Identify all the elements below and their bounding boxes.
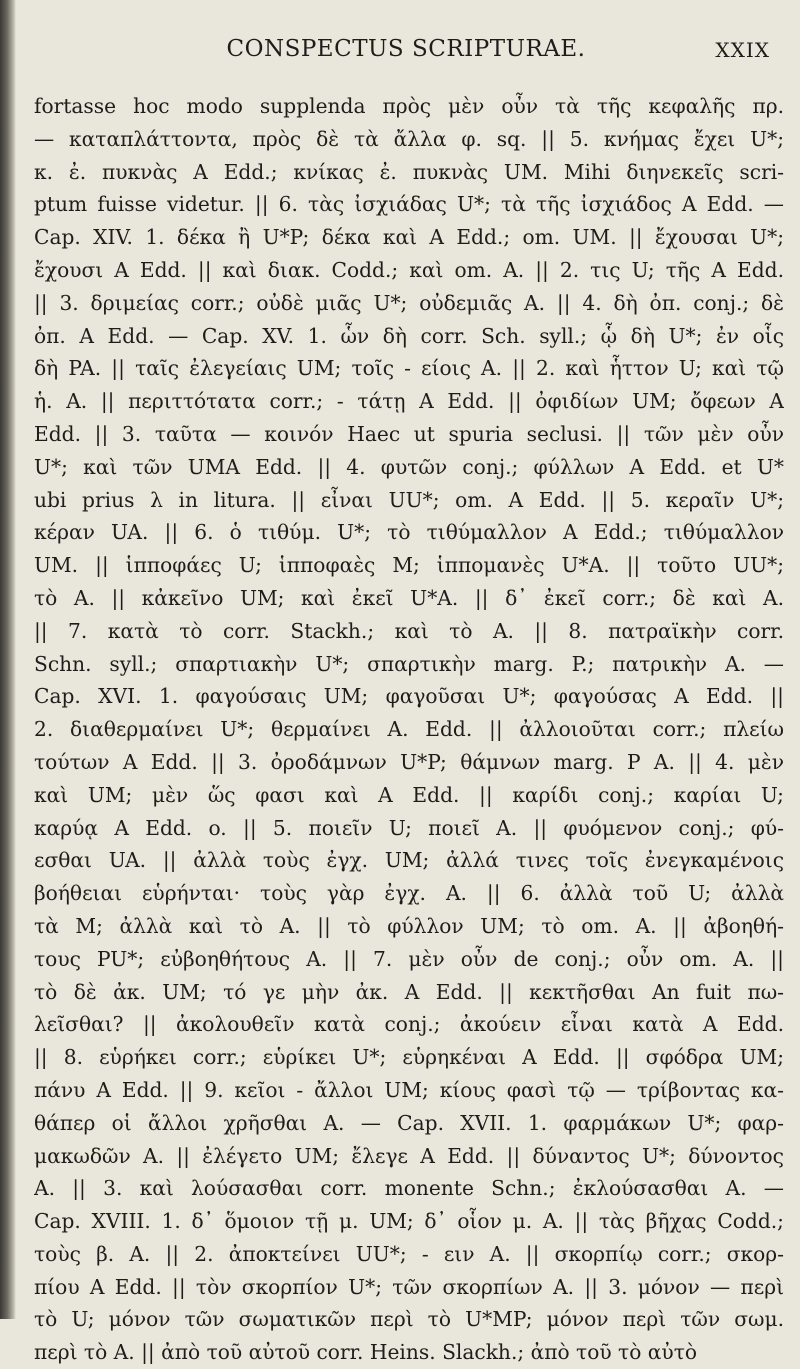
page-number: XXIX	[715, 38, 770, 62]
text-line: ptum fuisse videtur. || 6. τὰς ἰσχιάδας U*; τὰ τῆς ἰσχιάδος A Edd. —	[34, 192, 784, 217]
text-line: τὰ M; ἀλλὰ καὶ τὸ A. || τὸ φύλλον UM; τὸ om. A. || ἀβοηθή-	[34, 913, 784, 938]
running-head	[36, 36, 776, 70]
text-line: περὶ τὸ A. || ἀπὸ τοῦ αὐτοῦ corr. Heins. Slackh.; ἀπὸ τοῦ τὸ αὐτὸ	[34, 1340, 698, 1365]
apparatus-criticus	[34, 90, 784, 1369]
text-line: || 8. εὑρήκει corr.; εὑρίκει U*; εὑρηκέναι A Edd. || σφόδρα UM;	[34, 1045, 784, 1070]
text-line: ἡ. A. || περιττότατα corr.; - τάτῃ A Edd. || ὀφιδίων UM; ὄφεων A	[34, 389, 784, 414]
text-line: τὸ A. || κἀκεῖνο UM; καὶ ἐκεῖ U*A. || δ᾽ ἐκεῖ corr.; δὲ καὶ A.	[34, 585, 784, 610]
text-line: θάπερ οἱ ἄλλοι χρῆσθαι A. — Cap. XVII. 1. φαρμάκων U*; φαρ-	[34, 1110, 784, 1135]
text-line: Cap. XVI. 1. φαγούσαις UM; φαγοῦσαι U*; φαγούσας A Edd. ||	[34, 684, 784, 709]
text-line: U*; καὶ τῶν UMA Edd. || 4. φυτῶν conj.; φύλλων A Edd. et U*	[34, 454, 784, 479]
text-line: τοὺς β. A. || 2. ἀποκτείνει UU*; - ειν A. || σκορπίῳ corr.; σκορ-	[34, 1241, 784, 1266]
text-line: καρύᾳ A Edd. o. || 5. ποιεῖν U; ποιεῖ A. || φυόμενον conj.; φύ-	[34, 815, 784, 840]
text-line: δὴ PA. || ταῖς ἐλεγείαις UM; τοῖς - είοις A. || 2. καὶ ἧττον U; καὶ τῷ	[34, 356, 784, 381]
text-line: ἔχουσι A Edd. || καὶ διακ. Codd.; καὶ om. A. || 2. τις U; τῆς A Edd.	[34, 257, 784, 282]
text-line: λεῖσθαι? || ἀκολουθεῖν κατὰ conj.; ἀκούειν εἶναι κατὰ A Edd.	[34, 1012, 784, 1037]
text-line: τους PU*; εὐβοηθήτους A. || 7. μὲν οὖν de conj.; οὖν om. A. ||	[34, 946, 784, 971]
text-line: Cap. XIV. 1. δέκα ἢ U*P; δέκα καὶ A Edd.; om. UM. || ἔχουσαι U*;	[34, 225, 784, 250]
text-line: A. || 3. καὶ λούσασθαι corr. monente Schn.; ἐκλούσασθαι A. —	[34, 1176, 784, 1201]
text-line: βοήθειαι εὑρήνται· τοὺς γὰρ ἐγχ. A. || 6. ἀλλὰ τοῦ U; ἀλλὰ	[34, 881, 784, 906]
text-line: τούτων A Edd. || 3. ὀροδάμνων U*P; θάμνων marg. P A. || 4. μὲν	[34, 749, 784, 774]
text-line: τὸ U; μόνον τῶν σωματικῶν περὶ τὸ U*MP; μόνον περὶ τῶν σωμ.	[34, 1307, 784, 1332]
book-spine-shadow	[0, 0, 16, 1319]
text-line: πάνυ A Edd. || 9. κεῖοι - ἄλλοι UM; κίους φασὶ τῷ — τρίβοντας κα-	[34, 1077, 784, 1102]
text-line: UM. || ἱπποφάες U; ἱπποφαὲς M; ἱππομανὲς U*A. || τοῦτο UU*;	[34, 553, 784, 578]
text-line: τὸ δὲ ἀκ. UM; τό γε μὴν ἀκ. A Edd. || κεκτῆσθαι An fuit πω-	[34, 979, 784, 1004]
text-line: πίου A Edd. || τὸν σκορπίον U*; τῶν σκορπίων A. || 3. μόνον — περὶ	[34, 1274, 784, 1299]
text-line: || 3. δριμείας corr.; οὐδὲ μιᾶς U*; οὐδεμιᾶς A. || 4. δὴ ὀπ. conj.; δὲ	[34, 290, 784, 315]
text-line: 2. διαθερμαίνει U*; θερμαίνει A. Edd. || ἀλλοιοῦται corr.; πλείω	[34, 717, 784, 742]
running-title: CONSPECTUS SCRIPTURAE.	[226, 36, 586, 62]
text-line: Cap. XVIII. 1. δ᾽ ὅμοιον τῇ μ. UM; δ᾽ οἷον μ. A. || τὰς βῆχας Codd.;	[34, 1209, 784, 1234]
text-line: Schn. syll.; σπαρτιακὴν U*; σπαρτικὴν marg. P.; πατρικὴν A. —	[34, 651, 784, 676]
text-line: μακωδῶν A. || ἐλέγετο UM; ἔλεγε A Edd. || δύναντος U*; δύνοντος	[34, 1143, 784, 1168]
text-line: Edd. || 3. ταῦτα — κοινόν Haec ut spuria seclusi. || τῶν μὲν οὖν	[34, 421, 784, 446]
text-line: || 7. κατὰ τὸ corr. Stackh.; καὶ τὸ A. || 8. πατραϊκὴν corr.	[34, 618, 784, 643]
text-line: καὶ UM; μὲν ὥς φασι καὶ A Edd. || καρίδι conj.; καρίαι U;	[34, 782, 784, 807]
text-line: — καταπλάττοντα, πρὸς δὲ τὰ ἄλλα φ. sq. || 5. κνήμας ἔχει U*;	[34, 126, 784, 151]
text-line: fortasse hoc modo supplenda πρὸς μὲν οὖν τὰ τῆς κεφαλῆς πρ.	[34, 94, 784, 118]
text-line: ὀπ. A Edd. — Cap. XV. 1. ὧν δὴ corr. Sch. syll.; ᾧ δὴ U*; ἐν οἷς	[34, 323, 784, 348]
text-line: κ. ἐ. πυκνὰς A Edd.; κνίκας ἐ. πυκνὰς UM. Mihi διηνεκεῖς scri-	[34, 159, 784, 184]
text-line: κέραν UA. || 6. ὁ τιθύμ. U*; τὸ τιθύμαλλον A Edd.; τιθύμαλλον	[34, 520, 784, 545]
text-line: εσθαι UA. || ἀλλὰ τοὺς ἐγχ. UM; ἀλλά τινες τοῖς ἐνεγκαμένοις	[34, 848, 784, 873]
text-line: ubi prius λ in litura. || εἶναι UU*; om. A Edd. || 5. κεραῖν U*;	[34, 487, 784, 512]
